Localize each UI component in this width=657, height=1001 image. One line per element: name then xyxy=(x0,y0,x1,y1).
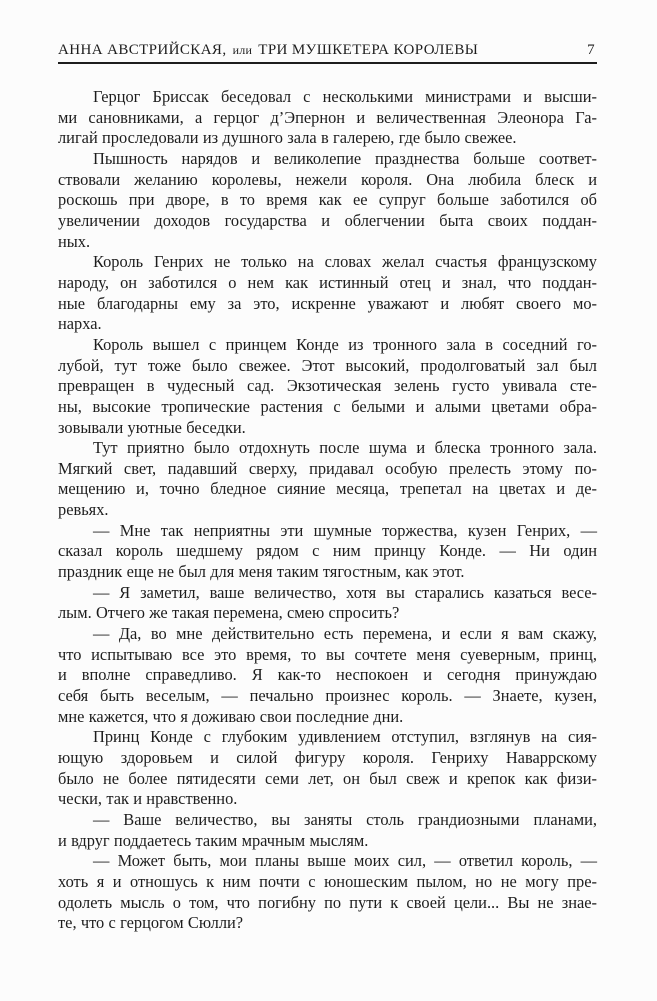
text-line: сказал король шедшему рядом с ним принцу Конде. — Ни один xyxy=(58,541,597,561)
paragraph xyxy=(58,727,597,810)
header-title-conjunction: или xyxy=(232,43,253,57)
text-line: себя быть веселым, — печально произнес король. — Знаете, кузен, xyxy=(58,686,597,706)
text-line: что испытываю все это время, то вы сочтете меня суеверным, принц, xyxy=(58,644,597,664)
text-line: ми сановниками, а герцог д’Эпернон и величественная Элеонора Га- xyxy=(58,107,597,127)
page-body xyxy=(58,87,597,934)
running-header xyxy=(58,42,597,64)
paragraph xyxy=(58,438,597,521)
text-line: Мягкий свет, падавший сверху, придавал особую прелесть этому по- xyxy=(58,458,597,478)
text-line: ющую здоровьем и силой фигуру короля. Генриху Наваррскому xyxy=(58,748,597,767)
text-line: зовывали уютные беседки. xyxy=(58,417,246,437)
text-line: Король Генрих не только на словах желал счастья французскому xyxy=(93,252,597,272)
text-line: Пышность нарядов и великолепие празднества больше соответ- xyxy=(93,148,597,168)
text-line: и вполне справедливо. Я как-то неспокоен и сегодня принуждаю xyxy=(58,665,597,685)
text-line: чески, так и нравственно. xyxy=(58,789,238,809)
text-line: праздник еще не был для меня таким тягостным, как этот. xyxy=(58,562,465,582)
text-line: Тут приятно было отдохнуть после шума и блеска тронного зала. xyxy=(93,438,597,458)
text-line: и вдруг поддаетесь таким мрачным мыслям. xyxy=(58,830,369,850)
text-line: — Ваше величество, вы заняты столь грандиозными планами, xyxy=(93,809,597,829)
text-line: — Может быть, мои планы выше моих сил, — ответил король, — xyxy=(93,851,597,871)
text-line: народу, он заботился о нем как истинный отец и знал, что поддан- xyxy=(58,272,597,292)
text-line: лигай проследовали из душного зала в галерею, где было свежее. xyxy=(58,128,517,148)
text-line: нарха. xyxy=(58,314,102,334)
paragraph xyxy=(58,87,597,149)
text-line: хоть я и отношусь к ним почти с юношеским пылом, но не могу пре- xyxy=(58,871,597,891)
header-title-rest: ТРИ МУШКЕТЕРА КОРОЛЕВЫ xyxy=(258,42,479,58)
paragraph xyxy=(58,583,597,624)
text-line: Герцог Бриссак беседовал с несколькими министрами и высши- xyxy=(93,87,597,106)
text-line: — Да, во мне действительно есть перемена, и если я вам скажу, xyxy=(93,624,597,644)
text-line: ны, высокие тропические растения с белыми и алыми цветами обра- xyxy=(58,396,597,416)
text-line: ствовали желанию королевы, нежели короля. Она любила блеск и xyxy=(58,169,597,189)
running-header-title xyxy=(58,42,478,59)
text-line: увеличении доходов государства и облегчении быта своих поддан- xyxy=(58,210,597,230)
page-number: 7 xyxy=(587,42,595,58)
header-title-main: АННА АВСТРИЙСКАЯ, xyxy=(58,42,227,58)
text-line: ревьях. xyxy=(58,500,109,520)
paragraph xyxy=(58,252,597,335)
text-line: одолеть мысль о том, что погибну по пути к своей цели... Вы не знае- xyxy=(58,892,597,912)
text-line: — Я заметил, ваше величество, хотя вы старались казаться весе- xyxy=(93,582,597,602)
text-line: лым. Отчего же такая перемена, смею спросить? xyxy=(58,603,400,623)
paragraph xyxy=(58,149,597,252)
text-line: ных. xyxy=(58,231,91,251)
text-line: было не более пятидесяти семи лет, он был свеж и крепок как физи- xyxy=(58,768,597,788)
text-line: лубой, тут тоже было свежее. Этот высокий, продолговатый зал был xyxy=(58,355,597,375)
text-line: Король вышел с принцем Конде из тронного зала в соседний го- xyxy=(93,334,597,354)
text-line: Принц Конде с глубоким удивлением отступил, взглянув на сия- xyxy=(93,727,597,747)
paragraph xyxy=(58,521,597,583)
text-line: мне кажется, что я доживаю свои последние дни. xyxy=(58,706,404,726)
paragraph xyxy=(58,810,597,851)
paragraph xyxy=(58,335,597,438)
text-line: ные благодарны ему за это, искренне уважают и любят своего мо- xyxy=(58,293,597,313)
text-line: — Мне так неприятны эти шумные торжества, кузен Генрих, — xyxy=(93,520,597,540)
text-line: превращен в чудесный сад. Экзотическая зелень густо увивала сте- xyxy=(58,376,597,396)
paragraph xyxy=(58,851,597,934)
text-line: те, что с герцогом Сюлли? xyxy=(58,913,244,933)
text-line: мещению и, точно бледное сияние месяца, трепетал на цветах и де- xyxy=(58,479,597,499)
paragraph xyxy=(58,624,597,727)
text-line: роскошь при дворе, в то время как ее супруг больше заботился об xyxy=(58,190,597,210)
